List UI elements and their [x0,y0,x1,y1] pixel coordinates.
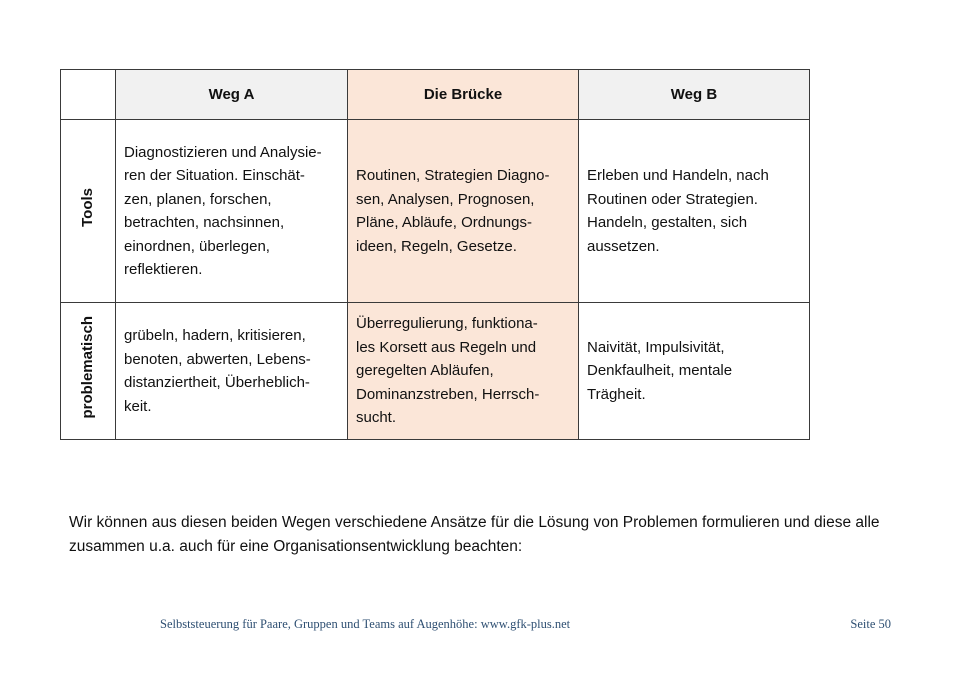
body-paragraph: Wir können aus diesen beiden Wegen verschiedene Ansätze für die Lösung von Problemen formulieren und diese alle zusammen u.a. auch für eine Organisationsentwicklung beachten: [69,514,880,555]
cell-problematisch-bruecke [348,303,579,440]
cell-text: Naivität, Impulsivität, Denkfaulheit, mentale Trägheit. [587,338,733,403]
header-bruecke: Die Brücke [348,70,579,120]
cell-text: Überregulierung, funktiona- les Korsett aus Regeln und geregelten Abläufen, Dominanzstreben, Herrsch- sucht. [356,315,540,427]
cell-text: grübeln, hadern, kritisieren, benoten, abwerten, Lebens- distanziertheit, Überheblich- keit. [124,327,311,415]
cell-text: Routinen, Strategien Diagno- sen, Analysen, Prognosen, Pläne, Abläufe, Ordnungs- ideen, Regeln, Gesetze. [356,167,550,255]
cell-tools-bruecke [348,120,579,303]
cell-tools-weg-b [579,120,810,303]
row-label-tools: Tools [79,187,96,227]
cell-text: Erleben und Handeln, nach Routinen oder Strategien. Handeln, gestalten, sich aussetzen. [587,167,769,255]
cell-text: Diagnostizieren und Analysie- ren der Situation. Einschät- zen, planen, forschen, betrachten, nachsinnen, einordnen, überlegen, reflektieren. [124,143,322,278]
footer-title: Selbststeuerung für Paare, Gruppen und Teams auf Augenhöhe: www.gfk-plus.net [160,617,571,631]
cell-tools-weg-a [116,120,348,303]
footer-page-number: Seite 50 [850,617,891,631]
comparison-table [60,69,810,440]
cell-problematisch-weg-b [579,303,810,440]
header-weg-b: Weg B [579,70,810,120]
table-row-tools [61,120,810,303]
table-row-problematisch [61,303,810,440]
row-label-cell [61,120,116,303]
table-header-row [61,70,810,120]
header-weg-a: Weg A [116,70,348,120]
row-label-cell [61,303,116,440]
cell-problematisch-weg-a [116,303,348,440]
row-label-problematisch: problematisch [79,315,96,419]
header-corner [61,70,116,120]
